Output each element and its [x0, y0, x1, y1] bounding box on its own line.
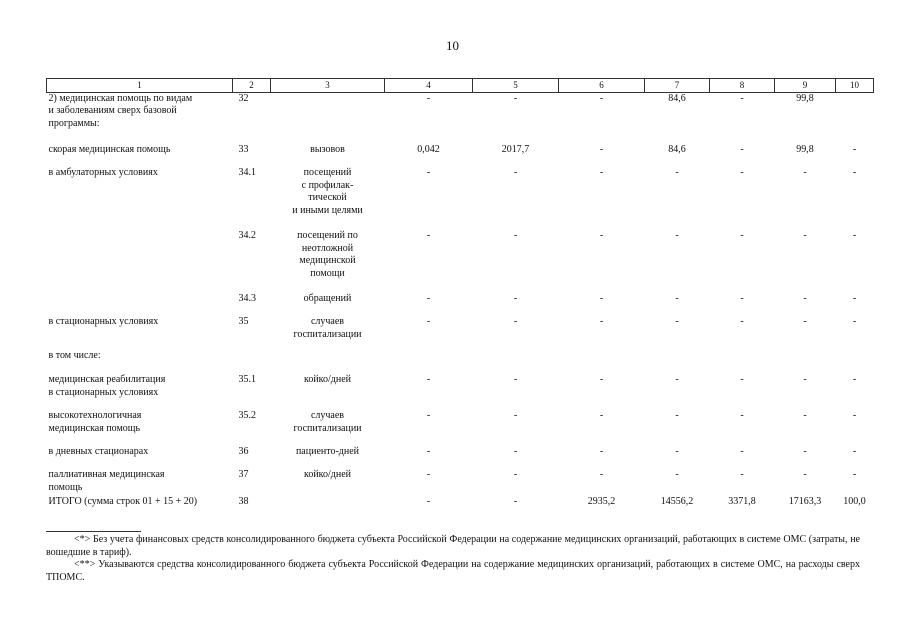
- table-cell: -: [675, 446, 679, 457]
- table-cell: пациенто-дней: [295, 446, 360, 457]
- row-name-cell: 2) медицинская помощь по видам и заболеваниям сверх базовой программы:: [48, 92, 193, 129]
- table-cell: -: [852, 293, 857, 304]
- table-cell: -: [599, 293, 604, 304]
- table-cell: -: [803, 410, 807, 421]
- table-cell: -: [675, 410, 679, 421]
- row-code-cell: 33: [238, 144, 249, 155]
- table-body: [47, 92, 874, 512]
- column-header: 8: [710, 79, 775, 93]
- row-name-cell: в дневных стационарах: [48, 446, 149, 457]
- table-cell: -: [513, 446, 518, 457]
- table-row: [47, 167, 874, 230]
- table-row: [47, 144, 874, 167]
- table-cell: -: [599, 167, 604, 178]
- table-cell: -: [513, 167, 518, 178]
- table-cell: койко/дней: [303, 374, 352, 385]
- table-row: [47, 496, 874, 512]
- table-cell: посещений с профилак- тической и иными целями: [292, 167, 363, 216]
- table-row: [47, 293, 874, 316]
- table-cell: -: [740, 374, 744, 385]
- table-cell: -: [675, 316, 679, 327]
- table-row: [47, 230, 874, 293]
- table-cell: -: [513, 92, 518, 104]
- table-cell: 99,8: [796, 92, 814, 104]
- column-header: 6: [559, 79, 645, 93]
- table-row: [47, 316, 874, 350]
- table-cell: -: [599, 144, 604, 155]
- table-cell: -: [740, 293, 744, 304]
- table-cell: -: [803, 374, 807, 385]
- row-code-cell: 38: [238, 496, 249, 507]
- table-cell: -: [852, 144, 857, 155]
- table-cell: -: [426, 293, 431, 304]
- table-cell: -: [740, 316, 744, 327]
- table-cell: -: [803, 469, 807, 480]
- table-cell: 100,0: [843, 496, 866, 507]
- table-row: [47, 410, 874, 446]
- row-code-cell: 34.3: [238, 293, 256, 304]
- table-cell: 2935,2: [587, 496, 616, 507]
- table-cell: -: [675, 230, 679, 241]
- table-cell: [385, 350, 473, 374]
- row-name-cell: скорая медицинская помощь: [48, 144, 171, 155]
- table-cell: койко/дней: [303, 469, 352, 480]
- row-code-cell: 35.2: [238, 410, 256, 421]
- page-number: 10: [446, 38, 459, 53]
- table-cell: посещений по неотложной медицинской помощи: [297, 230, 358, 279]
- table-cell: [775, 350, 836, 374]
- row-name-cell: высокотехнологичная медицинская помощь: [48, 410, 142, 434]
- table-row: [47, 374, 874, 410]
- table-cell: -: [675, 167, 679, 178]
- table-cell: -: [426, 446, 431, 457]
- row-code-cell: 32: [238, 92, 249, 104]
- table-cell: -: [852, 167, 857, 178]
- footnotes: [46, 531, 860, 584]
- column-header: 3: [271, 79, 385, 93]
- column-header: 9: [775, 79, 836, 93]
- footnote: <*> Без учета финансовых средств консолидированного бюджета субъекта Российской Федерации на содержание медицинских организаций, работающих в системе ОМС (затраты, не вошедшие в тариф).: [46, 534, 860, 558]
- table-header-row: [47, 79, 874, 93]
- table-cell: -: [852, 230, 857, 241]
- table-cell: -: [513, 469, 518, 480]
- table-cell: 0,042: [417, 144, 440, 155]
- table-cell: -: [852, 410, 857, 421]
- table-cell: -: [852, 316, 857, 327]
- table-cell: -: [513, 410, 518, 421]
- table-cell: -: [599, 410, 604, 421]
- table-cell: -: [852, 469, 857, 480]
- column-header: 7: [645, 79, 710, 93]
- table-cell: -: [426, 167, 431, 178]
- table-cell: -: [599, 92, 604, 104]
- table-cell: 84,6: [668, 92, 686, 104]
- table-cell: обращений: [303, 293, 352, 304]
- table-cell: 14556,2: [660, 496, 694, 507]
- financing-table: [46, 78, 874, 512]
- row-code-cell: 34.1: [238, 167, 256, 178]
- table-cell: -: [740, 144, 744, 155]
- table-cell: -: [426, 374, 431, 385]
- row-code-cell: [233, 350, 271, 374]
- column-header: 10: [836, 79, 874, 93]
- footnote-separator: [46, 531, 141, 532]
- table-cell: -: [513, 230, 518, 241]
- table-cell: [271, 350, 385, 374]
- table-cell: 99,8: [796, 144, 814, 155]
- table-cell: -: [426, 92, 431, 104]
- table-cell: -: [599, 374, 604, 385]
- table-cell: -: [426, 469, 431, 480]
- table-cell: -: [426, 410, 431, 421]
- table-cell: -: [852, 446, 857, 457]
- table-cell: -: [675, 469, 679, 480]
- table-cell: -: [599, 446, 604, 457]
- column-header: 5: [473, 79, 559, 93]
- table-cell: -: [599, 469, 604, 480]
- table-cell: 3371,8: [728, 496, 756, 507]
- table-cell: 84,6: [668, 144, 686, 155]
- table-cell: -: [513, 496, 518, 507]
- row-name-cell: в стационарных условиях: [48, 316, 159, 327]
- table-cell: -: [803, 167, 807, 178]
- table-cell: -: [426, 316, 431, 327]
- column-header: 4: [385, 79, 473, 93]
- row-name-cell: в том числе:: [48, 350, 101, 361]
- table-cell: -: [740, 469, 744, 480]
- table-cell: -: [675, 374, 679, 385]
- table-cell: [271, 92, 385, 144]
- table-cell: -: [852, 374, 857, 385]
- table-cell: случаев госпитализации: [293, 316, 362, 340]
- row-name-cell: [47, 293, 233, 316]
- table-cell: -: [740, 92, 744, 104]
- table-cell: [710, 350, 775, 374]
- table-cell: [559, 350, 645, 374]
- table-cell: [836, 350, 874, 374]
- table-cell: -: [675, 293, 679, 304]
- table-cell: вызовов: [310, 144, 345, 155]
- footnote: <**> Указываются средства консолидированного бюджета субъекта Российской Федерации на содержание медицинских организаций, работающих в системе ОМС, на расходы сверх ТПОМС.: [46, 559, 860, 583]
- table-cell: -: [426, 496, 431, 507]
- table-row: [47, 92, 874, 144]
- table-cell: [645, 350, 710, 374]
- table-cell: -: [426, 230, 431, 241]
- table-cell: -: [599, 316, 604, 327]
- row-code-cell: 37: [238, 469, 249, 480]
- column-header: 1: [47, 79, 233, 93]
- table-cell: [473, 350, 559, 374]
- table-cell: 17163,3: [788, 496, 822, 507]
- table-cell: -: [803, 446, 807, 457]
- table-cell: -: [740, 446, 744, 457]
- table-cell: 2017,7: [501, 144, 530, 155]
- table-cell: -: [740, 167, 744, 178]
- row-name-cell: паллиативная медицинская помощь: [48, 469, 165, 493]
- row-name-cell: ИТОГО (сумма строк 01 + 15 + 20): [48, 496, 198, 507]
- row-code-cell: 35: [238, 316, 249, 327]
- table-cell: -: [803, 316, 807, 327]
- table-cell: -: [803, 293, 807, 304]
- table-cell: -: [740, 230, 744, 241]
- row-name-cell: [47, 230, 233, 293]
- column-header: 2: [233, 79, 271, 93]
- table-cell: случаев госпитализации: [293, 410, 362, 434]
- row-code-cell: 36: [238, 446, 249, 457]
- table-cell: [836, 92, 874, 144]
- table-cell: -: [513, 374, 518, 385]
- row-name-cell: медицинская реабилитация в стационарных условиях: [48, 374, 166, 398]
- table-cell: -: [513, 293, 518, 304]
- row-name-cell: в амбулаторных условиях: [48, 167, 158, 178]
- table-row: [47, 446, 874, 469]
- row-code-cell: 35.1: [238, 374, 256, 385]
- row-code-cell: 34.2: [238, 230, 256, 241]
- table-cell: -: [740, 410, 744, 421]
- table-row: [47, 350, 874, 374]
- table-cell: -: [599, 230, 604, 241]
- table-cell: [271, 496, 385, 512]
- table-cell: -: [803, 230, 807, 241]
- table-cell: -: [513, 316, 518, 327]
- table-row: [47, 469, 874, 496]
